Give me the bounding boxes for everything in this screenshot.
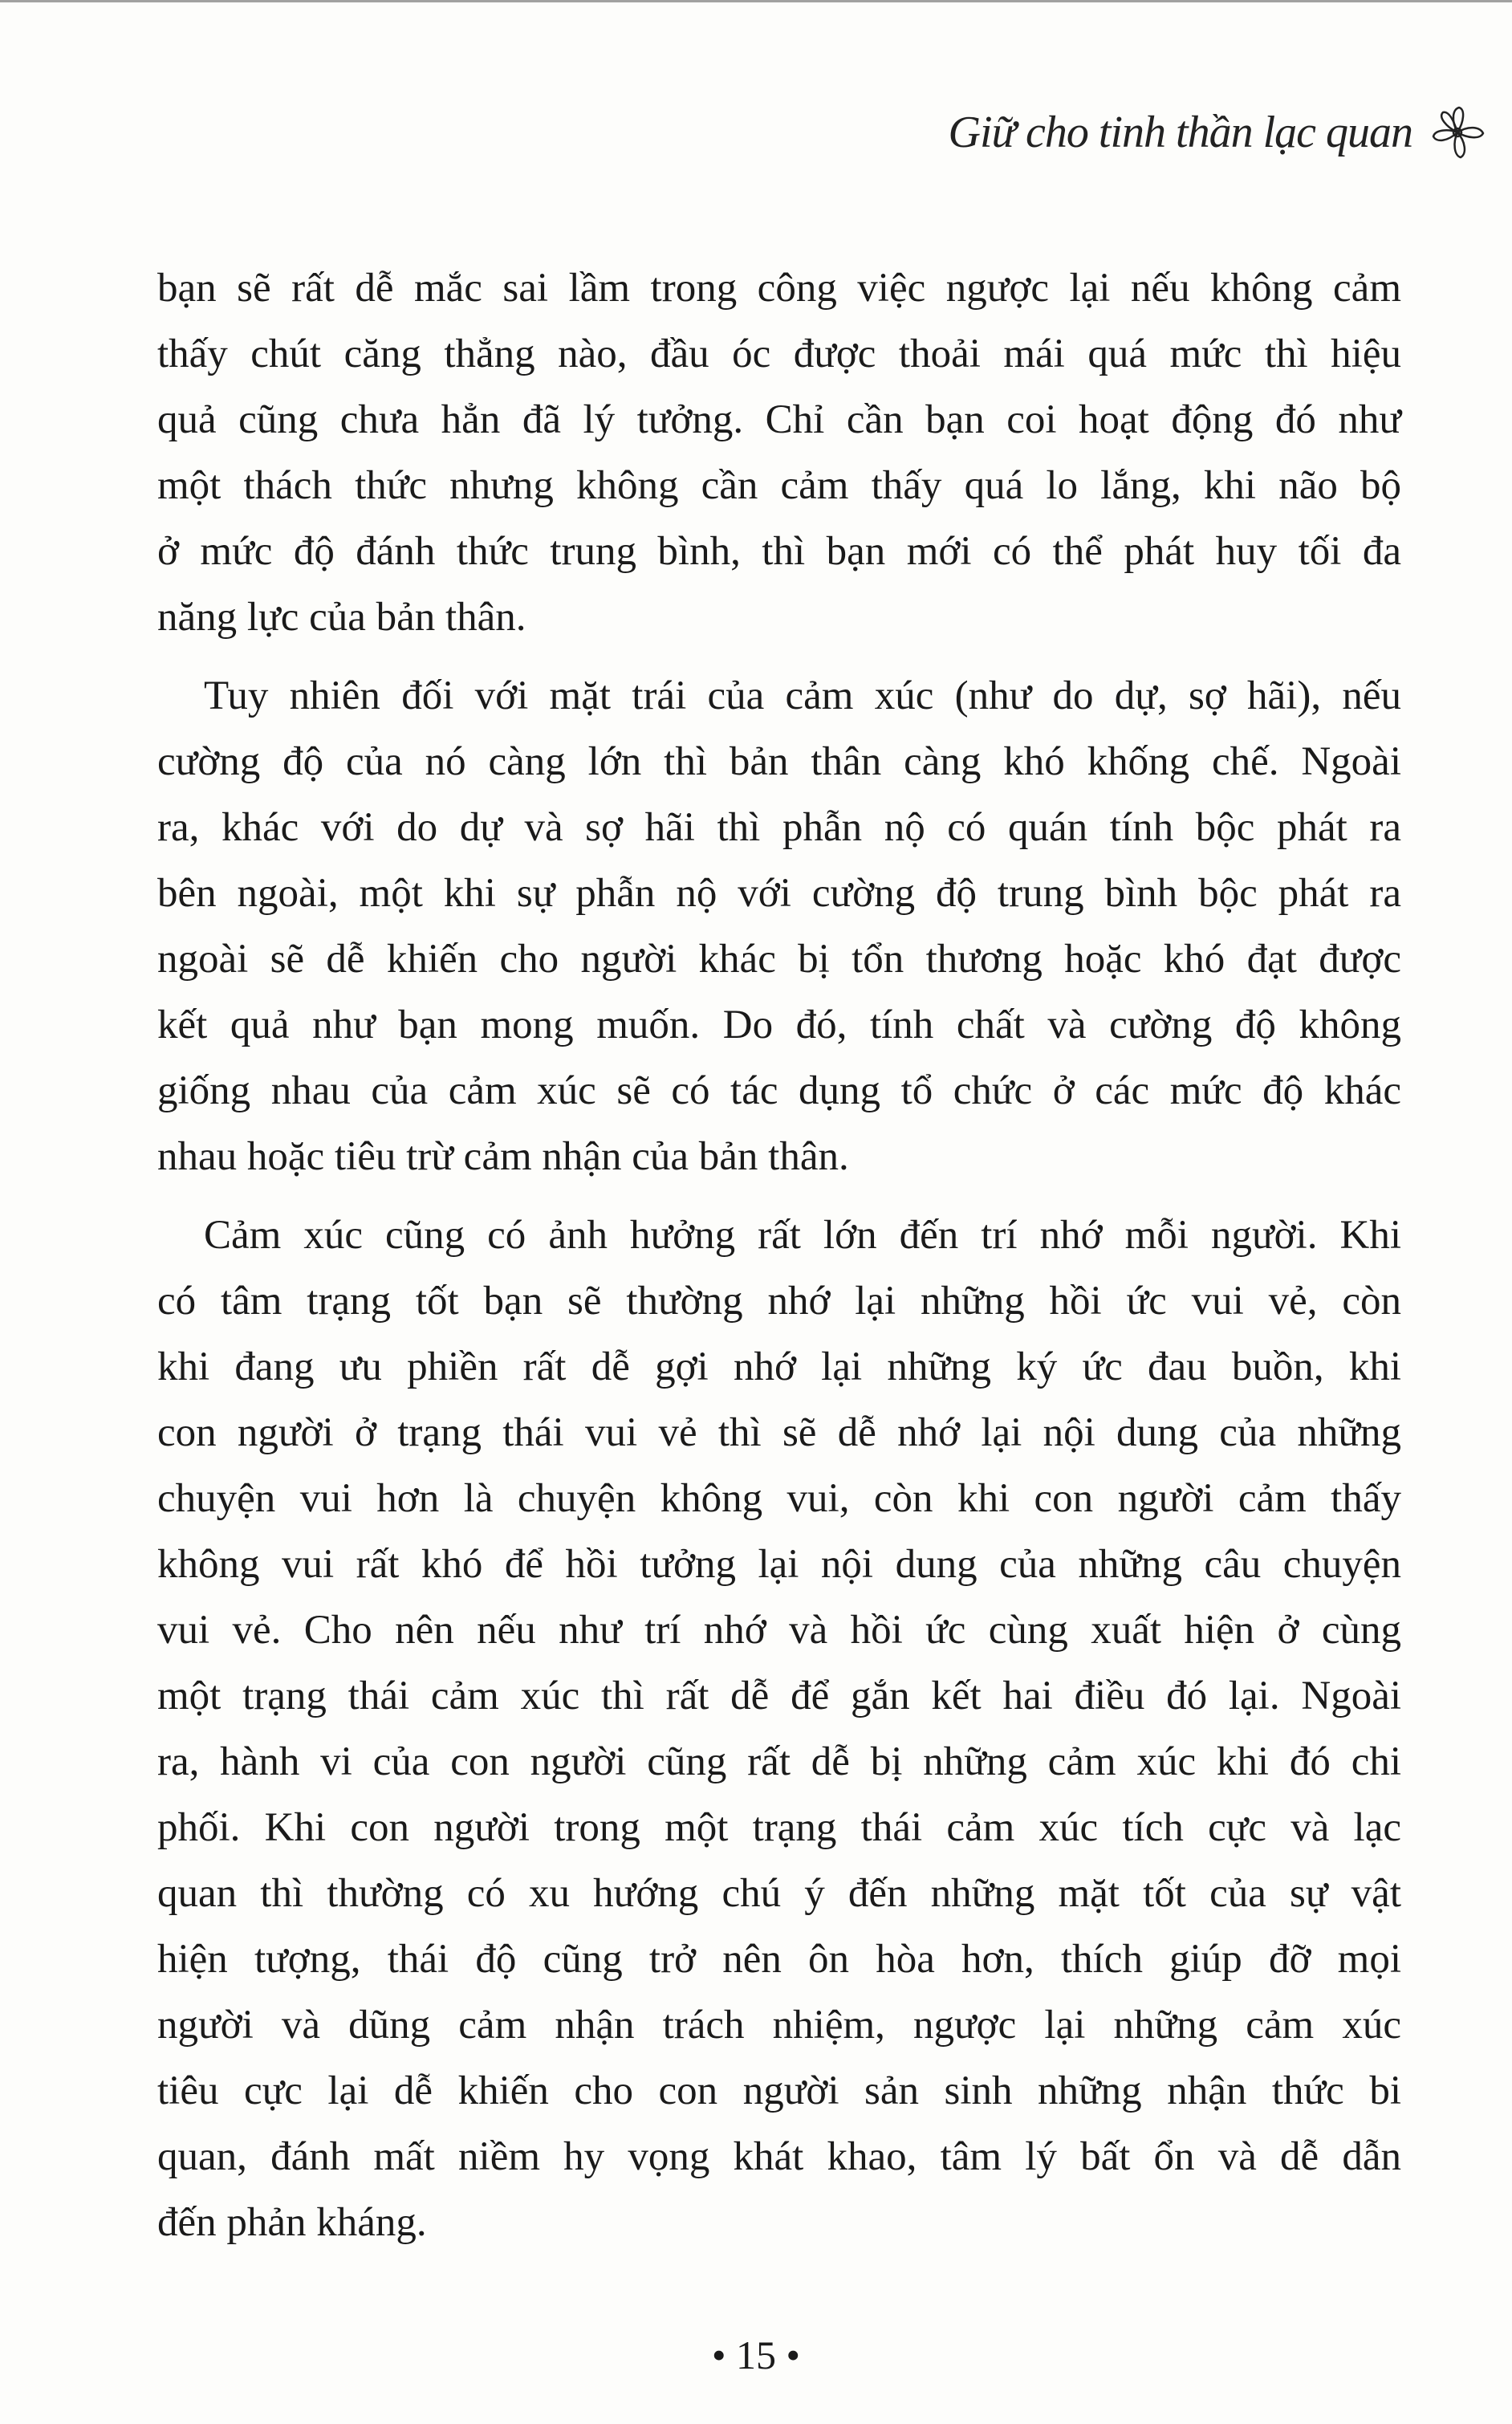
text-line: người và dũng cảm nhận trách nhiệm, ngược lại những cảm xúc	[157, 2003, 1401, 2048]
paragraph	[157, 1202, 1401, 2255]
text-line: ra, khác với do dự và sợ hãi thì phẫn nộ có quán tính bộc phát ra	[157, 805, 1401, 850]
text-line: giống nhau của cảm xúc sẽ có tác dụng tổ chức ở các mức độ khác	[157, 1068, 1401, 1113]
body-text	[157, 255, 1401, 2268]
text-line: khi đang ưu phiền rất dễ gợi nhớ lại những ký ức đau buồn, khi	[157, 1344, 1401, 1389]
text-line: ra, hành vi của con người cũng rất dễ bị những cảm xúc khi đó chi	[157, 1739, 1401, 1784]
text-line: năng lực của bản thân.	[157, 595, 526, 640]
text-line: nhau hoặc tiêu trừ cảm nhận của bản thân.	[157, 1134, 849, 1179]
paragraph	[157, 255, 1401, 650]
page-number: • 15 •	[711, 2332, 800, 2377]
chapter-title: Giữ cho tinh thần lạc quan	[948, 108, 1412, 157]
text-line: một thách thức nhưng không cần cảm thấy quá lo lắng, khi não bộ	[157, 463, 1401, 508]
text-line: kết quả như bạn mong muốn. Do đó, tính chất và cường độ không	[157, 1003, 1401, 1047]
text-line: một trạng thái cảm xúc thì rất dễ để gắn kết hai điều đó lại. Ngoài	[157, 1674, 1401, 1718]
text-line: ngoài sẽ dễ khiến cho người khác bị tổn thương hoặc khó đạt được	[157, 937, 1401, 982]
text-line: đến phản kháng.	[157, 2200, 427, 2245]
text-line: Cảm xúc cũng có ảnh hưởng rất lớn đến trí nhớ mỗi người. Khi	[204, 1213, 1401, 1258]
text-line: quan thì thường có xu hướng chú ý đến những mặt tốt của sự vật	[157, 1871, 1401, 1916]
text-line: có tâm trạng tốt bạn sẽ thường nhớ lại những hồi ức vui vẻ, còn	[157, 1279, 1401, 1324]
text-line: cường độ của nó càng lớn thì bản thân càng khó khống chế. Ngoài	[157, 739, 1401, 784]
text-line: thấy chút căng thẳng nào, đầu óc được thoải mái quá mức thì hiệu	[157, 331, 1401, 376]
text-line: bạn sẽ rất dễ mắc sai lầm trong công việc ngược lại nếu không cảm	[157, 266, 1401, 311]
text-line: hiện tượng, thái độ cũng trở nên ôn hòa hơn, thích giúp đỡ mọi	[157, 1937, 1401, 1982]
text-line: vui vẻ. Cho nên nếu như trí nhớ và hồi ức cùng xuất hiện ở cùng	[157, 1608, 1401, 1653]
text-line: tiêu cực lại dễ khiến cho con người sản sinh những nhận thức bi	[157, 2068, 1401, 2113]
flower-icon	[1427, 104, 1488, 161]
text-line: ở mức độ đánh thức trung bình, thì bạn mới có thể phát huy tối đa	[157, 529, 1401, 574]
text-line: quan, đánh mất niềm hy vọng khát khao, tâm lý bất ổn và dễ dẫn	[157, 2134, 1401, 2179]
text-line: bên ngoài, một khi sự phẫn nộ với cường độ trung bình bộc phát ra	[157, 871, 1401, 916]
text-line: con người ở trạng thái vui vẻ thì sẽ dễ nhớ lại nội dung của những	[157, 1410, 1401, 1455]
text-line: chuyện vui hơn là chuyện không vui, còn khi con người cảm thấy	[157, 1476, 1401, 1521]
text-line: không vui rất khó để hồi tưởng lại nội dung của những câu chuyện	[157, 1542, 1401, 1587]
text-line: Tuy nhiên đối với mặt trái của cảm xúc (như do dự, sợ hãi), nếu	[204, 673, 1401, 718]
text-line: phối. Khi con người trong một trạng thái cảm xúc tích cực và lạc	[157, 1805, 1401, 1850]
paragraph	[157, 663, 1401, 1190]
scan-edge	[0, 0, 1512, 2]
text-line: quả cũng chưa hẳn đã lý tưởng. Chỉ cần bạn coi hoạt động đó như	[157, 397, 1401, 442]
running-header	[949, 104, 1489, 161]
